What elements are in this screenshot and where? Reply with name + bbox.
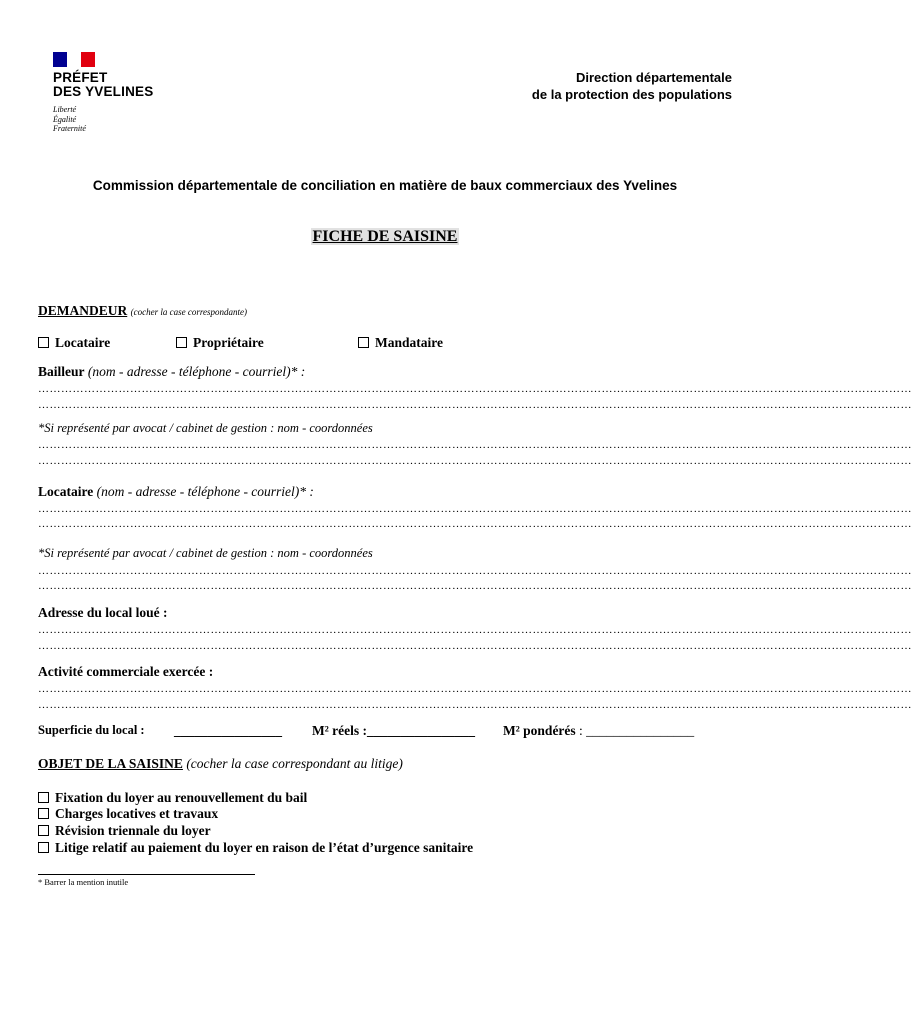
- objet-item-charges[interactable]: [38, 806, 218, 822]
- option-proprietaire[interactable]: [176, 335, 264, 351]
- direction-heading: [532, 69, 732, 103]
- form-title: [0, 228, 770, 246]
- option-mandataire[interactable]: [358, 335, 443, 351]
- option-proprietaire-label: Propriétaire: [193, 335, 264, 350]
- demandeur-heading: DEMANDEUR: [38, 303, 128, 318]
- superficie-field[interactable]: ________________: [174, 723, 282, 738]
- objet-hint: (cocher la case correspondant au litige): [186, 756, 403, 771]
- adresse-line-2[interactable]: …………………………………………………………………………………………………………………………………………………………………………………………………………: [38, 640, 912, 652]
- checkbox-icon[interactable]: [38, 808, 49, 819]
- objet-item-label: Charges locatives et travaux: [55, 806, 219, 821]
- objet-item-fixation[interactable]: [38, 790, 307, 806]
- footnote-divider: [38, 874, 255, 875]
- option-locataire[interactable]: [38, 335, 110, 351]
- demandeur-section: [38, 303, 247, 319]
- objet-heading: OBJET DE LA SAISINE: [38, 756, 183, 771]
- footnote: * Barrer la mention inutile: [38, 877, 129, 887]
- locataire-label-row: [38, 484, 314, 500]
- objet-item-label: Litige relatif au paiement du loyer en raison de l’état d’urgence sanitaire: [55, 840, 474, 855]
- commission-title: Commission départementale de conciliation en matière de baux commerciaux des Yvelines: [92, 178, 678, 193]
- activite-label: Activité commerciale exercée :: [38, 664, 214, 679]
- checkbox-icon[interactable]: [38, 337, 49, 348]
- bailleur-line-1[interactable]: …………………………………………………………………………………………………………………………………………………………………………………………………………: [38, 383, 912, 395]
- activite-line-2[interactable]: …………………………………………………………………………………………………………………………………………………………………………………………………………: [38, 699, 912, 711]
- direction-line-1: Direction départementale: [575, 70, 732, 85]
- superficie-label: Superficie du local :: [38, 723, 145, 737]
- adresse-line-1[interactable]: …………………………………………………………………………………………………………………………………………………………………………………………………………: [38, 624, 912, 636]
- french-flag-icon: [53, 52, 95, 67]
- republic-motto: [53, 105, 153, 134]
- checkbox-icon[interactable]: [38, 825, 49, 836]
- activite-line-1[interactable]: …………………………………………………………………………………………………………………………………………………………………………………………………………: [38, 683, 912, 695]
- bailleur-representative-note: *Si représenté par avocat / cabinet de gestion : nom - coordonnées: [38, 421, 373, 435]
- bailleur-label-row: [38, 364, 305, 380]
- demandeur-hint: (cocher la case correspondante): [130, 307, 248, 317]
- direction-line-2: de la protection des populations: [531, 87, 732, 102]
- prefecture-logo: [53, 52, 153, 134]
- locataire-label: Locataire: [38, 484, 94, 499]
- m2-ponderes-label: M² pondérés: [503, 723, 576, 738]
- logo-title: [53, 71, 153, 99]
- bailleur-label: Bailleur: [38, 364, 85, 379]
- m2-reels-field[interactable]: M² réels :________________: [312, 723, 476, 738]
- locataire-line-1[interactable]: …………………………………………………………………………………………………………………………………………………………………………………………………………: [38, 503, 912, 515]
- locataire-hint: (nom - adresse - téléphone - courriel)* :: [96, 484, 314, 499]
- objet-item-label: Révision triennale du loyer: [55, 823, 211, 838]
- bailleur-rep-line-1[interactable]: …………………………………………………………………………………………………………………………………………………………………………………………………………: [38, 439, 912, 451]
- motto-fraternite: Fraternité: [53, 124, 86, 133]
- m2-ponderes-field[interactable]: : ________________: [579, 723, 695, 738]
- bailleur-rep-line-2[interactable]: …………………………………………………………………………………………………………………………………………………………………………………………………………: [38, 455, 912, 467]
- checkbox-icon[interactable]: [176, 337, 187, 348]
- form-title-text: FICHE DE SAISINE: [312, 228, 458, 245]
- objet-item-revision[interactable]: [38, 823, 211, 839]
- m2-ponderes-row: [503, 723, 694, 739]
- locataire-representative-note: *Si représenté par avocat / cabinet de gestion : nom - coordonnées: [38, 546, 373, 560]
- motto-egalite: Égalité: [53, 114, 77, 124]
- locataire-rep-line-1[interactable]: …………………………………………………………………………………………………………………………………………………………………………………………………………: [38, 565, 912, 577]
- checkbox-icon[interactable]: [38, 792, 49, 803]
- option-mandataire-label: Mandataire: [375, 335, 443, 350]
- objet-item-litige[interactable]: [38, 840, 473, 856]
- checkbox-icon[interactable]: [38, 842, 49, 853]
- logo-line-2: DES YVELINES: [53, 84, 154, 99]
- checkbox-icon[interactable]: [358, 337, 369, 348]
- locataire-rep-line-2[interactable]: …………………………………………………………………………………………………………………………………………………………………………………………………………: [38, 580, 912, 592]
- option-locataire-label: Locataire: [55, 335, 111, 350]
- locataire-line-2[interactable]: …………………………………………………………………………………………………………………………………………………………………………………………………………: [38, 518, 912, 530]
- objet-section: [38, 756, 403, 772]
- adresse-label: Adresse du local loué :: [38, 605, 168, 620]
- bailleur-line-2[interactable]: …………………………………………………………………………………………………………………………………………………………………………………………………………: [38, 399, 912, 411]
- bailleur-hint: (nom - adresse - téléphone - courriel)* :: [87, 364, 306, 379]
- logo-line-1: PRÉFET: [53, 70, 108, 85]
- objet-item-label: Fixation du loyer au renouvellement du bail: [55, 790, 308, 805]
- motto-liberte: Liberté: [53, 105, 77, 114]
